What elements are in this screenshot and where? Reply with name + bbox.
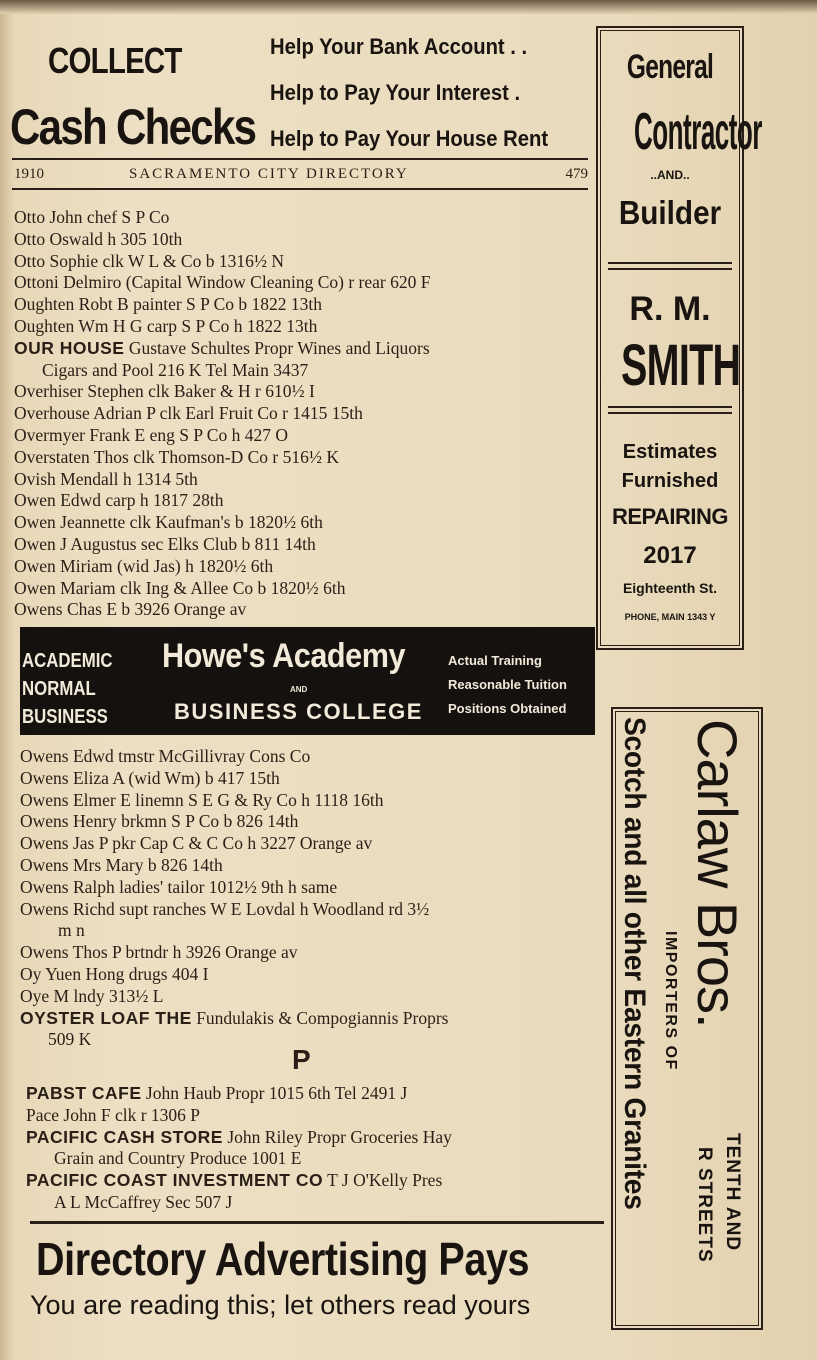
howes-academy-ad <box>20 627 595 735</box>
list-item-continuation: 509 K <box>48 1029 92 1050</box>
business-name: OYSTER LOAF THE <box>20 1007 192 1028</box>
contractor-initials: R. M. <box>629 290 711 328</box>
list-item: Owens Richd supt ranches W E Lovdal h Woodland rd 3½ <box>20 898 430 919</box>
list-item-oyster-loaf <box>20 1008 610 1030</box>
carlaw-bros-ad <box>611 707 763 1330</box>
howe-program-item: NORMAL <box>22 678 96 700</box>
howe-programs <box>22 647 113 731</box>
list-item: Otto John chef S P Co <box>14 207 170 227</box>
list-item: Ottoni Delmiro (Capital Window Cleaning Co) r rear 620 F <box>14 272 431 293</box>
list-item: Pace John F clk r 1306 P <box>26 1104 201 1125</box>
contractor-rule <box>608 406 732 408</box>
list-item: Oughten Wm H G carp S P Co h 1822 13th <box>14 315 318 336</box>
list-item: Owen Jeannette clk Kaufman's b 1820½ 6th <box>14 512 323 533</box>
collect-heading: COLLECT <box>48 40 182 81</box>
contractor-rule <box>608 262 732 264</box>
list-item-our-house <box>14 338 604 360</box>
list-item-pacific-coast <box>26 1170 616 1192</box>
directory-title: SACRAMENTO CITY DIRECTORY <box>129 166 409 182</box>
running-head-rule <box>12 188 588 190</box>
list-item: Owen Miriam (wid Jas) h 1820½ 6th <box>14 555 274 576</box>
list-item: Owens Edwd tmstr McGillivray Cons Co <box>20 746 311 766</box>
list-item: Owens Eliza A (wid Wm) b 417 15th <box>20 767 280 788</box>
list-item: Owen J Augustus sec Elks Club b 811 14th <box>14 533 316 554</box>
list-item: Owen Mariam clk Ing & Allee Co b 1820½ 6th <box>14 577 346 598</box>
entries-block-1 <box>14 207 604 621</box>
contractor-contractor: Contractor <box>634 103 762 161</box>
list-item: Otto Sophie clk W L & Co b 1316½ N <box>14 250 284 271</box>
business-name: PABST CAFE <box>26 1083 142 1103</box>
howe-benefit-item: Positions Obtained <box>448 701 567 716</box>
contractor-and: ..AND.. <box>650 168 690 182</box>
list-item: Overstaten Thos clk Thomson-D Co r 516½ K <box>14 446 340 467</box>
howe-program-item: BUSINESS <box>22 706 108 728</box>
contractor-ad <box>596 26 762 650</box>
header-rule <box>12 158 588 160</box>
contractor-phone: PHONE, MAIN 1343 Y <box>624 612 716 622</box>
estimates-line: Estimates <box>622 441 718 463</box>
list-item-pabst <box>26 1083 616 1105</box>
list-item: Owens Thos P brtndr h 3926 Orange av <box>20 942 298 963</box>
contractor-builder: Builder <box>618 194 722 231</box>
contractor-street-number: 2017 <box>643 542 697 569</box>
help-line-3: Help to Pay Your House Rent <box>270 126 549 151</box>
list-item: Overhiser Stephen clk Baker & H r 610½ I <box>14 381 315 402</box>
entry-text: Fundulakis & Compogiannis Proprs <box>196 1007 449 1028</box>
howe-business-college: BUSINESS COLLEGE <box>174 699 423 724</box>
contractor-rule <box>608 412 732 414</box>
list-item-continuation: m n <box>58 920 85 941</box>
list-item: Owens Mrs Mary b 826 14th <box>20 854 223 875</box>
list-item: Owen Edwd carp h 1817 28th <box>14 490 224 511</box>
list-item-continuation: A L McCaffrey Sec 507 J <box>54 1191 233 1212</box>
entry-text: Gustave Schultes Propr Wines and Liquors <box>128 337 430 358</box>
list-item: Ovish Mendall h 1314 5th <box>14 468 198 489</box>
entries-block-2 <box>20 746 610 1051</box>
contractor-repairing: REPAIRING <box>611 504 729 529</box>
list-item: Owens Jas P pkr Cap C & C Co h 3227 Orange av <box>20 833 373 854</box>
entries-block-3 <box>26 1083 616 1214</box>
carlaw-tenth: TENTH AND <box>722 1133 743 1252</box>
running-head <box>14 166 588 186</box>
list-item: Oy Yuen Hong drugs 404 I <box>20 963 209 984</box>
cash-checks-heading: Cash Checks <box>10 99 256 155</box>
list-item: Oughten Robt B painter S P Co b 1822 13th <box>14 294 323 315</box>
page-number: 479 <box>565 166 588 182</box>
howe-benefits <box>448 649 567 721</box>
entry-text: John Riley Propr Groceries Hay <box>227 1126 452 1147</box>
section-letter: P <box>292 1044 311 1075</box>
directory-ad-subline: You are reading this; let others read yours <box>30 1290 531 1320</box>
contractor-street: Eighteenth St. <box>622 580 718 596</box>
carlaw-name: Carlaw Bros. <box>686 719 749 1028</box>
list-item-continuation: Grain and Country Produce 1001 E <box>54 1148 302 1169</box>
list-item-pacific-cash <box>26 1127 616 1149</box>
bottom-ad-rule <box>30 1221 604 1224</box>
business-name: PACIFIC CASH STORE <box>26 1126 223 1147</box>
list-item: Oye M lndy 313½ L <box>20 985 164 1006</box>
page-edge-shadow <box>0 0 817 14</box>
contractor-estimates <box>598 438 742 496</box>
entry-text: John Haub Propr 1015 6th Tel 2491 J <box>145 1083 408 1103</box>
howe-benefit-item: Actual Training <box>448 653 542 668</box>
list-item: Owens Henry brkmn S P Co b 826 14th <box>20 811 299 832</box>
list-item: Owens Ralph ladies' tailor 1012½ 9th h same <box>20 876 338 897</box>
furnished-line: Furnished <box>621 470 719 492</box>
carlaw-r-streets: R STREETS <box>694 1147 715 1263</box>
contractor-general: General <box>626 48 714 86</box>
howe-academy-name: Howe's Academy <box>162 637 406 675</box>
business-name: PACIFIC COAST INVESTMENT CO <box>26 1170 324 1191</box>
list-item: Overhouse Adrian P clk Earl Fruit Co r 1415 15th <box>14 403 363 424</box>
carlaw-importers: IMPORTERS OF <box>662 931 679 1071</box>
howe-benefit-item: Reasonable Tuition <box>448 677 567 692</box>
list-item: Otto Oswald h 305 10th <box>14 228 183 249</box>
carlaw-tagline: Scotch and all other Eastern Granites <box>618 717 651 1210</box>
list-item: Owens Elmer E linemn S E G & Ry Co h 1118 16th <box>20 789 384 810</box>
page-year: 1910 <box>14 166 44 182</box>
contractor-surname: SMITH <box>621 333 741 398</box>
list-item: Owens Chas E b 3926 Orange av <box>14 599 247 620</box>
howe-and: AND <box>290 685 308 694</box>
business-name: OUR HOUSE <box>14 337 125 358</box>
list-item: Overmyer Frank E eng S P Co h 427 O <box>14 424 288 445</box>
contractor-rule <box>608 268 732 270</box>
directory-ad-headline: Directory Advertising Pays <box>36 1233 530 1285</box>
list-item-continuation: Cigars and Pool 216 K Tel Main 3437 <box>42 359 309 380</box>
entry-text: T J O'Kelly Pres <box>327 1170 443 1191</box>
help-line-1: Help Your Bank Account . . <box>270 34 528 59</box>
help-line-2: Help to Pay Your Interest . <box>270 80 521 105</box>
howe-program-item: ACADEMIC <box>22 650 113 672</box>
